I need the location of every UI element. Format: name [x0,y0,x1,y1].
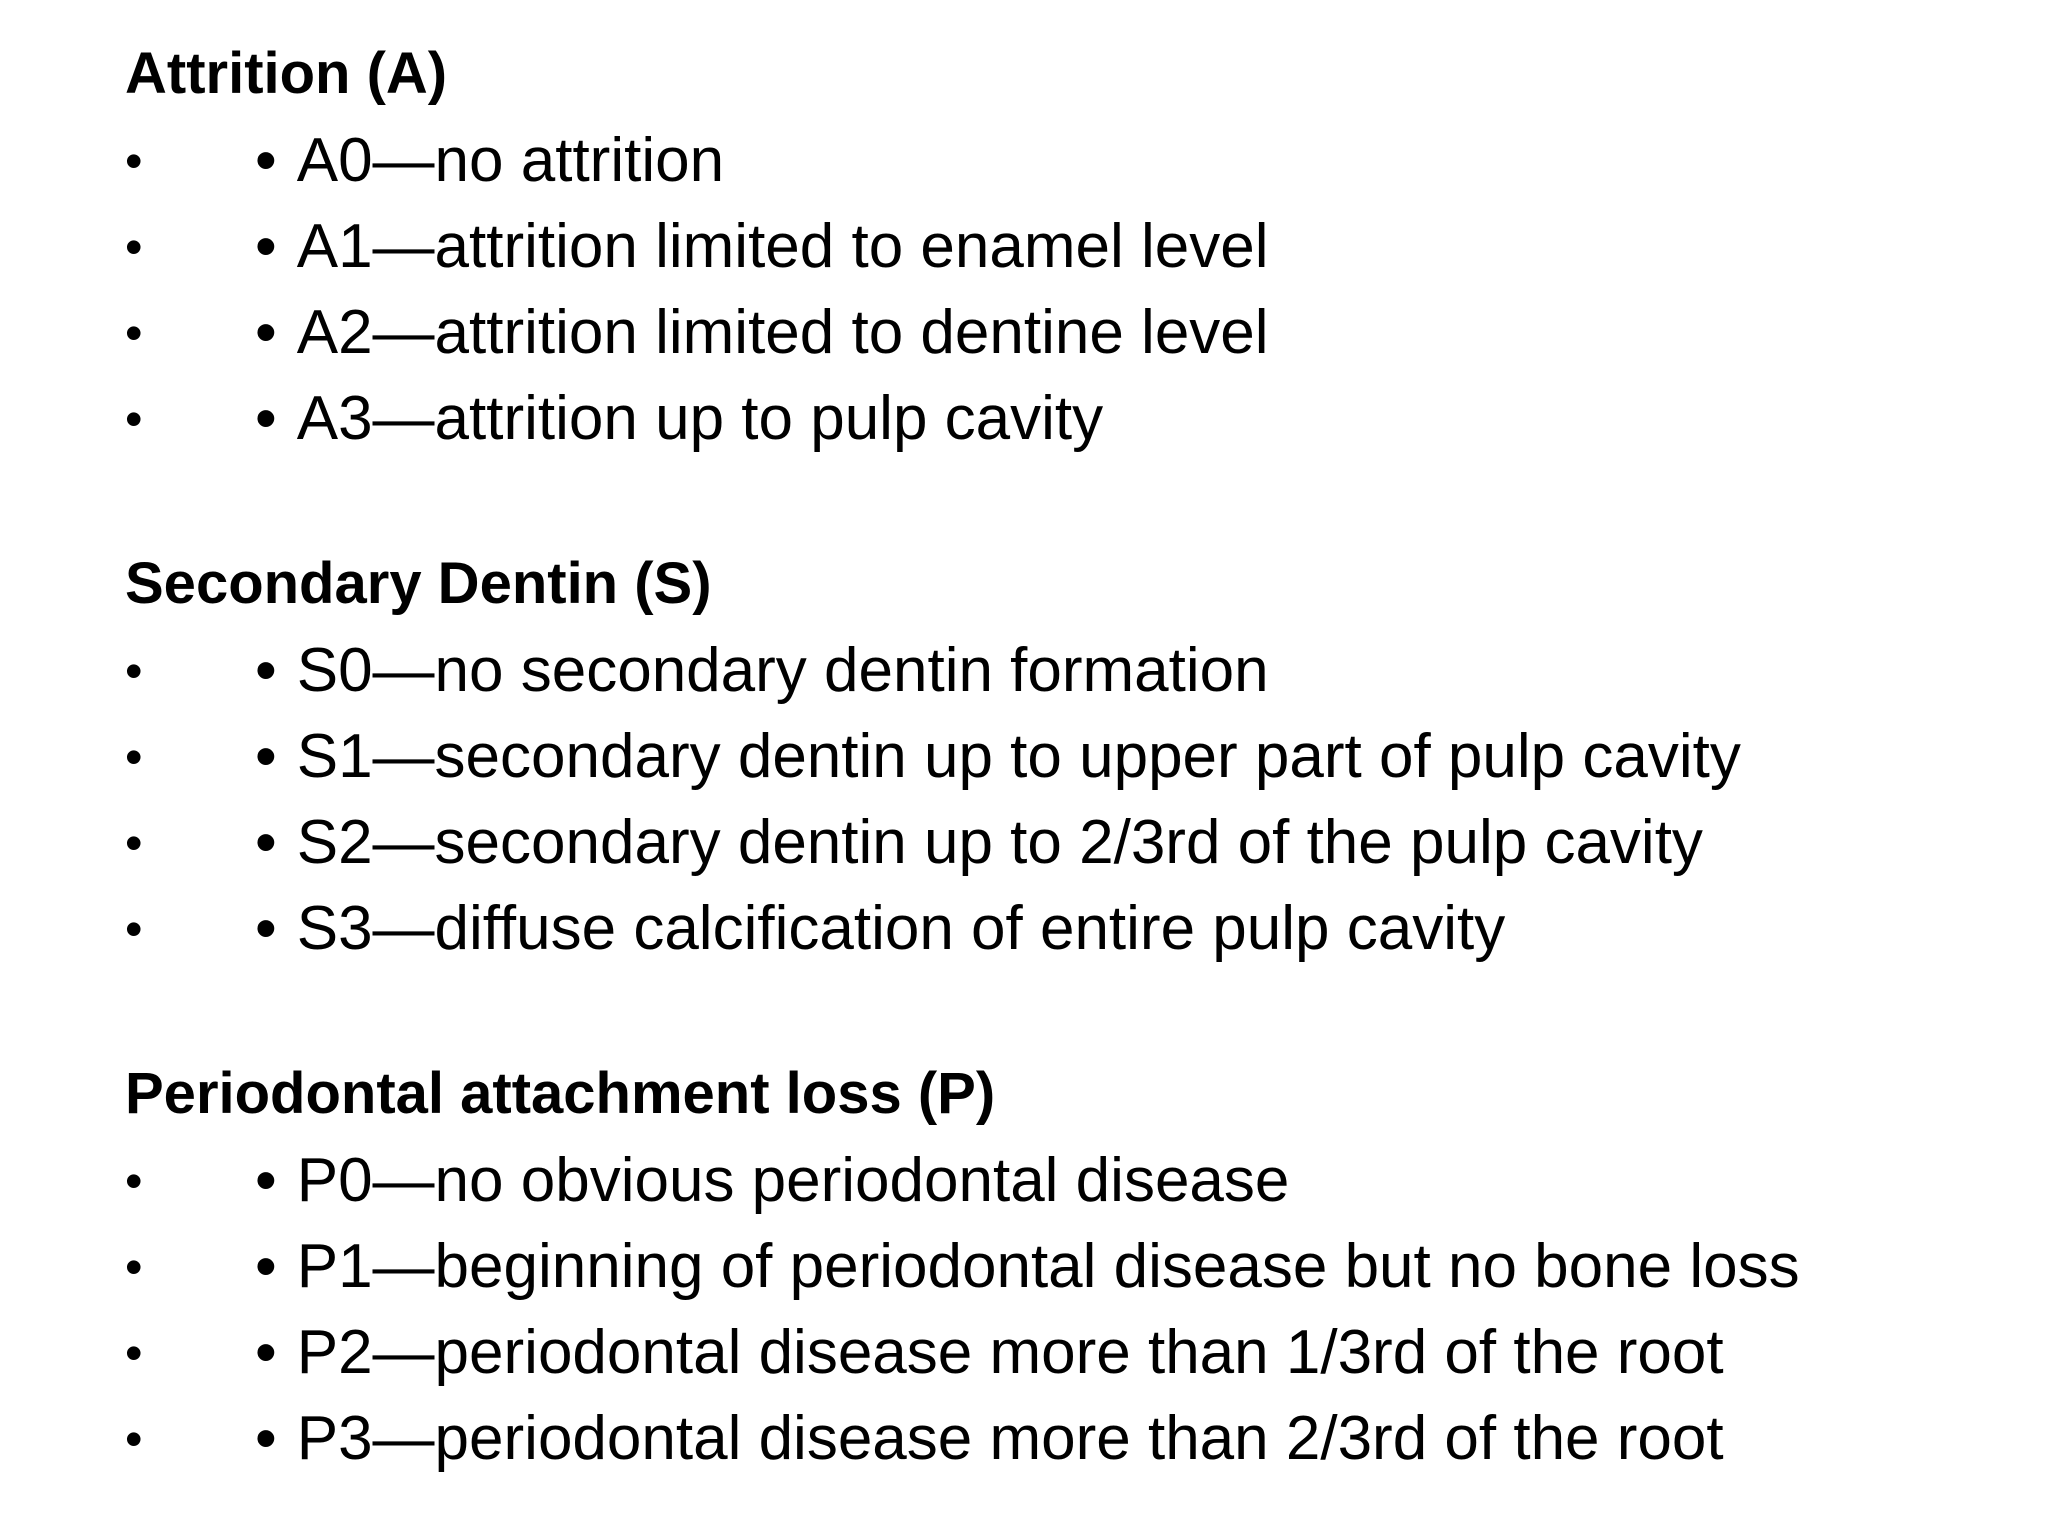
bullet-icon: • [125,133,143,189]
periodontal-heading: Periodontal attachment loss (P) [125,1061,996,1126]
bullet-icon: • [255,1232,277,1301]
list-item-text: A3—attrition up to pulp cavity [296,384,1104,453]
periodontal-section [125,1058,2025,1482]
bullet-icon: • [255,384,277,453]
attrition-heading: Attrition (A) [125,41,448,106]
list-item-text: S0—no secondary dentin formation [296,636,1269,705]
bullet-icon: • [125,1411,143,1467]
list-item [125,1138,2025,1224]
list-item [125,290,2025,376]
secondary-dentin-heading: Secondary Dentin (S) [125,551,712,616]
bullet-icon: • [125,1325,143,1381]
bullet-icon: • [255,1318,277,1387]
list-item [125,886,2025,972]
list-item-text: S2—secondary dentin up to 2/3rd of the pulp cavity [296,808,1703,877]
bullet-icon: • [125,1239,143,1295]
list-item-text: S1—secondary dentin up to upper part of pulp cavity [296,722,1741,791]
bullet-icon: • [125,643,143,699]
list-item [125,118,2025,204]
secondary-dentin-list [125,628,2025,972]
bullet-icon: • [125,305,143,361]
slide-content [125,38,2025,1482]
bullet-icon: • [125,391,143,447]
bullet-icon: • [125,219,143,275]
list-item [125,628,2025,714]
bullet-icon: • [255,894,277,963]
attrition-section [125,38,2025,462]
bullet-icon: • [255,808,277,877]
list-item [125,376,2025,462]
bullet-icon: • [255,722,277,791]
bullet-icon: • [255,1404,277,1473]
list-item-text: P1—beginning of periodontal disease but no bone loss [296,1232,1800,1301]
list-item [125,800,2025,886]
secondary-dentin-section [125,548,2025,972]
bullet-icon: • [125,901,143,957]
list-item [125,1396,2025,1482]
list-item-text: A0—no attrition [296,126,725,195]
list-item-text: A2—attrition limited to dentine level [296,298,1269,367]
list-item-text: P3—periodontal disease more than 2/3rd of the root [296,1404,1724,1473]
attrition-list [125,118,2025,462]
periodontal-list [125,1138,2025,1482]
list-item-text: P2—periodontal disease more than 1/3rd of the root [296,1318,1724,1387]
bullet-icon: • [125,729,143,785]
bullet-icon: • [255,298,277,367]
bullet-icon: • [255,1146,277,1215]
list-item-text: S3—diffuse calcification of entire pulp cavity [296,894,1506,963]
bullet-icon: • [255,212,277,281]
list-item [125,1310,2025,1396]
bullet-icon: • [255,126,277,195]
bullet-icon: • [125,1153,143,1209]
list-item-text: A1—attrition limited to enamel level [296,212,1269,281]
list-item [125,1224,2025,1310]
list-item [125,204,2025,290]
bullet-icon: • [125,815,143,871]
list-item [125,714,2025,800]
bullet-icon: • [255,636,277,705]
list-item-text: P0—no obvious periodontal disease [296,1146,1290,1215]
